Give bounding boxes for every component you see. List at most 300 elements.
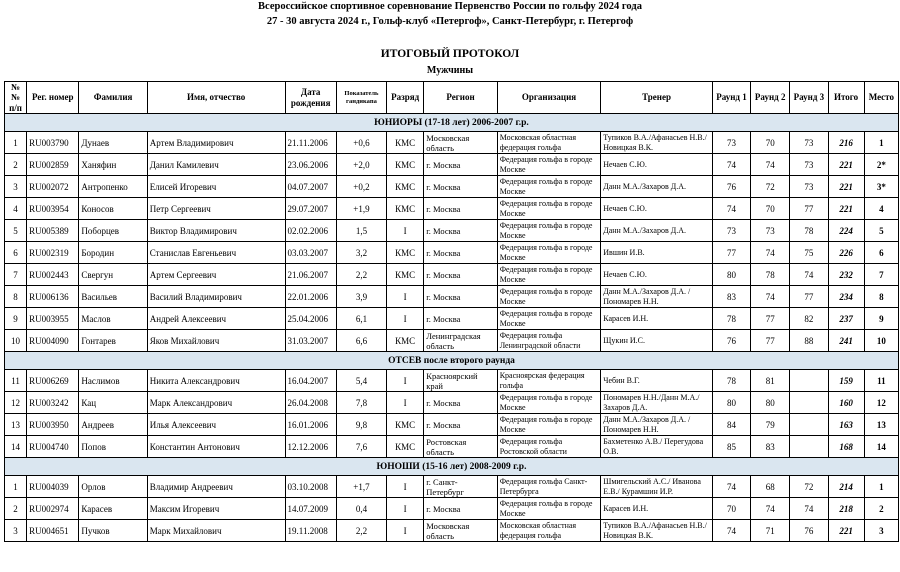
first-name-cell: Станислав Евгеньевич [147, 242, 285, 264]
last-name-cell: Наслимов [79, 370, 147, 392]
birth-date-cell: 19.11.2008 [285, 520, 336, 542]
first-name-cell: Елисей Игоревич [147, 176, 285, 198]
handicap-cell: 3,2 [336, 242, 386, 264]
place-cell: 6 [864, 242, 898, 264]
place-cell: 3 [864, 520, 898, 542]
region-cell: г. Москва [424, 264, 497, 286]
place-cell: 2 [864, 498, 898, 520]
reg-number-cell: RU002072 [27, 176, 79, 198]
row-number-cell: 1 [5, 132, 27, 154]
table-row [5, 286, 899, 308]
region-cell: г. Москва [424, 286, 497, 308]
organization-cell: Федерация гольфа Санкт-Петербурга [497, 476, 601, 498]
region-cell: Ростовская область [424, 436, 497, 458]
region-cell: г. Москва [424, 392, 497, 414]
category-title: Мужчины [426, 65, 474, 76]
round1-cell: 74 [712, 476, 750, 498]
last-name-cell: Андреев [79, 414, 147, 436]
protocol-title: ИТОГОВЫЙ ПРОТОКОЛ [380, 48, 520, 60]
round2-cell: 68 [751, 476, 790, 498]
table-row [5, 264, 899, 286]
reg-number-cell: RU003242 [27, 392, 79, 414]
round2-cell: 78 [751, 264, 790, 286]
region-cell: Московская область [424, 132, 497, 154]
reg-number-cell: RU004651 [27, 520, 79, 542]
first-name-cell: Константин Антонович [147, 436, 285, 458]
rank-cell: КМС [387, 264, 424, 286]
first-name-cell: Марк Михайлович [147, 520, 285, 542]
col-header-round1: Раунд 1 [712, 82, 750, 114]
col-header-coach: Тренер [601, 82, 713, 114]
reg-number-cell: RU004039 [27, 476, 79, 498]
place-cell: 5 [864, 220, 898, 242]
handicap-cell: 7,6 [336, 436, 386, 458]
coach-cell: Нечаев С.Ю. [601, 264, 713, 286]
birth-date-cell: 16.01.2006 [285, 414, 336, 436]
row-number-cell: 5 [5, 220, 27, 242]
table-row [5, 242, 899, 264]
row-number-cell: 11 [5, 370, 27, 392]
round3-cell: 74 [790, 498, 828, 520]
round2-cell: 74 [751, 242, 790, 264]
round3-cell [790, 414, 828, 436]
round1-cell: 70 [712, 498, 750, 520]
col-header-organization: Организация [497, 82, 601, 114]
rank-cell: КМС [387, 154, 424, 176]
place-cell: 7 [864, 264, 898, 286]
birth-date-cell: 29.07.2007 [285, 198, 336, 220]
reg-number-cell: RU003790 [27, 132, 79, 154]
birth-date-cell: 23.06.2006 [285, 154, 336, 176]
results-table [4, 81, 899, 542]
round2-cell: 70 [751, 132, 790, 154]
section-title: ЮНОШИ (15-16 лет) 2008-2009 г.р. [5, 458, 899, 476]
round3-cell: 73 [790, 154, 828, 176]
round3-cell: 73 [790, 132, 828, 154]
birth-date-cell: 21.06.2007 [285, 264, 336, 286]
first-name-cell: Андрей Алексеевич [147, 308, 285, 330]
handicap-cell: 0,4 [336, 498, 386, 520]
round1-cell: 73 [712, 220, 750, 242]
col-header-place: Место [864, 82, 898, 114]
total-cell: 168 [828, 436, 864, 458]
last-name-cell: Попов [79, 436, 147, 458]
row-number-cell: 1 [5, 476, 27, 498]
table-row [5, 330, 899, 352]
round3-cell: 77 [790, 286, 828, 308]
organization-cell: Красноярская федерация гольфа [497, 370, 601, 392]
first-name-cell: Никита Александрович [147, 370, 285, 392]
row-number-cell: 12 [5, 392, 27, 414]
total-cell: 232 [828, 264, 864, 286]
round3-cell [790, 436, 828, 458]
total-cell: 237 [828, 308, 864, 330]
last-name-cell: Пучков [79, 520, 147, 542]
organization-cell: Московская областная федерация гольфа [497, 520, 601, 542]
event-dates-venue: 27 - 30 августа 2024 г., Гольф-клуб «Петергоф», Санкт-Петербург, г. Петергоф [266, 16, 634, 27]
handicap-cell: 5,4 [336, 370, 386, 392]
coach-cell: Тупиков В.А./Афанасьев Н.В./Новицкая В.К. [601, 520, 713, 542]
section-header-row [5, 458, 899, 476]
last-name-cell: Дунаев [79, 132, 147, 154]
handicap-cell: +1,9 [336, 198, 386, 220]
table-row [5, 132, 899, 154]
birth-date-cell: 22.01.2006 [285, 286, 336, 308]
birth-date-cell: 12.12.2006 [285, 436, 336, 458]
place-cell: 14 [864, 436, 898, 458]
rank-cell: КМС [387, 132, 424, 154]
region-cell: г. Москва [424, 308, 497, 330]
coach-cell: Данн М.А./Захаров Д.А. [601, 220, 713, 242]
organization-cell: Федерация гольфа в городе Москве [497, 308, 601, 330]
region-cell: г. Москва [424, 242, 497, 264]
reg-number-cell: RU003955 [27, 308, 79, 330]
table-row [5, 370, 899, 392]
col-header-round3: Раунд 3 [790, 82, 828, 114]
round2-cell: 77 [751, 308, 790, 330]
coach-cell: Данн М.А./Захаров Д.А. /Пономарев Н.Н. [601, 414, 713, 436]
round2-cell: 73 [751, 220, 790, 242]
last-name-cell: Ханяфин [79, 154, 147, 176]
place-cell: 13 [864, 414, 898, 436]
handicap-cell: 6,1 [336, 308, 386, 330]
total-cell: 221 [828, 520, 864, 542]
coach-cell: Чебин В.Г. [601, 370, 713, 392]
handicap-cell: 9,8 [336, 414, 386, 436]
organization-cell: Московская областная федерация гольфа [497, 132, 601, 154]
col-header-first-name: Имя, отчество [147, 82, 285, 114]
organization-cell: Федерация гольфа в городе Москве [497, 154, 601, 176]
last-name-cell: Гонтарев [79, 330, 147, 352]
organization-cell: Федерация гольфа в городе Москве [497, 286, 601, 308]
total-cell: 218 [828, 498, 864, 520]
organization-cell: Федерация гольфа в городе Москве [497, 414, 601, 436]
birth-date-cell: 02.02.2006 [285, 220, 336, 242]
round1-cell: 76 [712, 176, 750, 198]
reg-number-cell: RU002859 [27, 154, 79, 176]
region-cell: г. Москва [424, 154, 497, 176]
round1-cell: 80 [712, 392, 750, 414]
round1-cell: 78 [712, 308, 750, 330]
row-number-cell: 14 [5, 436, 27, 458]
total-cell: 221 [828, 176, 864, 198]
reg-number-cell: RU003950 [27, 414, 79, 436]
table-body [5, 114, 899, 542]
round2-cell: 77 [751, 330, 790, 352]
section-header-row [5, 352, 899, 370]
birth-date-cell: 31.03.2007 [285, 330, 336, 352]
rank-cell: I [387, 370, 424, 392]
table-row [5, 308, 899, 330]
last-name-cell: Маслов [79, 308, 147, 330]
region-cell: г. Москва [424, 176, 497, 198]
col-header-rank: Разряд [387, 82, 424, 114]
birth-date-cell: 03.10.2008 [285, 476, 336, 498]
organization-cell: Федерация гольфа в городе Москве [497, 498, 601, 520]
place-cell: 11 [864, 370, 898, 392]
rank-cell: КМС [387, 414, 424, 436]
organization-cell: Федерация гольфа в городе Москве [497, 392, 601, 414]
rank-cell: КМС [387, 198, 424, 220]
col-header-num: №№ п/п [5, 82, 27, 114]
round2-cell: 80 [751, 392, 790, 414]
col-header-reg: Рег. номер [27, 82, 79, 114]
row-number-cell: 3 [5, 520, 27, 542]
place-cell: 2* [864, 154, 898, 176]
coach-cell: Шмигельский А.С./ Иванова Е.В./ Курамшин И.Р. [601, 476, 713, 498]
total-cell: 224 [828, 220, 864, 242]
coach-cell: Нечаев С.Ю. [601, 198, 713, 220]
round1-cell: 80 [712, 264, 750, 286]
first-name-cell: Артем Владимирович [147, 132, 285, 154]
place-cell: 10 [864, 330, 898, 352]
last-name-cell: Кац [79, 392, 147, 414]
total-cell: 221 [828, 198, 864, 220]
coach-cell: Ившин И.В. [601, 242, 713, 264]
round2-cell: 72 [751, 176, 790, 198]
rank-cell: I [387, 220, 424, 242]
organization-cell: Федерация гольфа в городе Москве [497, 264, 601, 286]
total-cell: 216 [828, 132, 864, 154]
reg-number-cell: RU006136 [27, 286, 79, 308]
organization-cell: Федерация гольфа в городе Москве [497, 176, 601, 198]
place-cell: 1 [864, 132, 898, 154]
row-number-cell: 7 [5, 264, 27, 286]
last-name-cell: Васильев [79, 286, 147, 308]
round2-cell: 74 [751, 498, 790, 520]
round1-cell: 73 [712, 132, 750, 154]
place-cell: 1 [864, 476, 898, 498]
coach-cell: Нечаев С.Ю. [601, 154, 713, 176]
organization-cell: Федерация гольфа в городе Москве [497, 220, 601, 242]
coach-cell: Карасев И.Н. [601, 498, 713, 520]
place-cell: 3* [864, 176, 898, 198]
total-cell: 163 [828, 414, 864, 436]
row-number-cell: 4 [5, 198, 27, 220]
table-row [5, 220, 899, 242]
handicap-cell: 2,2 [336, 264, 386, 286]
round1-cell: 78 [712, 370, 750, 392]
rank-cell: I [387, 286, 424, 308]
last-name-cell: Коносов [79, 198, 147, 220]
first-name-cell: Максим Игоревич [147, 498, 285, 520]
rank-cell: I [387, 520, 424, 542]
coach-cell: Тупиков В.А./Афанасьев Н.В./Новицкая В.К. [601, 132, 713, 154]
place-cell: 12 [864, 392, 898, 414]
birth-date-cell: 25.04.2006 [285, 308, 336, 330]
last-name-cell: Поборцев [79, 220, 147, 242]
col-header-region: Регион [424, 82, 497, 114]
handicap-cell: +1,7 [336, 476, 386, 498]
round1-cell: 77 [712, 242, 750, 264]
region-cell: г. Москва [424, 220, 497, 242]
reg-number-cell: RU002974 [27, 498, 79, 520]
rank-cell: I [387, 498, 424, 520]
reg-number-cell: RU002319 [27, 242, 79, 264]
organization-cell: Федерация гольфа Ростовской области [497, 436, 601, 458]
region-cell: г. Москва [424, 498, 497, 520]
table-row [5, 414, 899, 436]
round1-cell: 74 [712, 154, 750, 176]
col-header-handicap: Показатель гандикапа [336, 82, 386, 114]
round1-cell: 74 [712, 520, 750, 542]
first-name-cell: Марк Александрович [147, 392, 285, 414]
birth-date-cell: 03.03.2007 [285, 242, 336, 264]
round2-cell: 74 [751, 286, 790, 308]
last-name-cell: Орлов [79, 476, 147, 498]
row-number-cell: 6 [5, 242, 27, 264]
round1-cell: 83 [712, 286, 750, 308]
first-name-cell: Петр Сергеевич [147, 198, 285, 220]
coach-cell: Карасев И.Н. [601, 308, 713, 330]
last-name-cell: Карасев [79, 498, 147, 520]
row-number-cell: 2 [5, 498, 27, 520]
reg-number-cell: RU002443 [27, 264, 79, 286]
col-header-last-name: Фамилия [79, 82, 147, 114]
round3-cell: 88 [790, 330, 828, 352]
col-header-round2: Раунд 2 [751, 82, 790, 114]
reg-number-cell: RU005389 [27, 220, 79, 242]
birth-date-cell: 16.04.2007 [285, 370, 336, 392]
handicap-cell: +2,0 [336, 154, 386, 176]
first-name-cell: Владимир Андреевич [147, 476, 285, 498]
reg-number-cell: RU004740 [27, 436, 79, 458]
round3-cell: 74 [790, 264, 828, 286]
round3-cell [790, 370, 828, 392]
row-number-cell: 13 [5, 414, 27, 436]
row-number-cell: 8 [5, 286, 27, 308]
region-cell: Московская область [424, 520, 497, 542]
region-cell: Красноярский край [424, 370, 497, 392]
total-cell: 234 [828, 286, 864, 308]
total-cell: 214 [828, 476, 864, 498]
rank-cell: I [387, 308, 424, 330]
round2-cell: 83 [751, 436, 790, 458]
round3-cell: 82 [790, 308, 828, 330]
birth-date-cell: 21.11.2006 [285, 132, 336, 154]
region-cell: г. Санкт-Петербург [424, 476, 497, 498]
table-header-row [5, 82, 899, 114]
first-name-cell: Илья Алексеевич [147, 414, 285, 436]
total-cell: 221 [828, 154, 864, 176]
col-header-dob: Дата рождения [285, 82, 336, 114]
table-row [5, 176, 899, 198]
round1-cell: 85 [712, 436, 750, 458]
handicap-cell: 7,8 [336, 392, 386, 414]
round3-cell: 72 [790, 476, 828, 498]
last-name-cell: Антропенко [79, 176, 147, 198]
rank-cell: КМС [387, 176, 424, 198]
total-cell: 160 [828, 392, 864, 414]
row-number-cell: 10 [5, 330, 27, 352]
table-row [5, 520, 899, 542]
birth-date-cell: 26.04.2008 [285, 392, 336, 414]
rank-cell: КМС [387, 242, 424, 264]
first-name-cell: Артем Сергеевич [147, 264, 285, 286]
total-cell: 241 [828, 330, 864, 352]
first-name-cell: Данил Камилевич [147, 154, 285, 176]
handicap-cell: 2,2 [336, 520, 386, 542]
place-cell: 8 [864, 286, 898, 308]
coach-cell: Щукин И.С. [601, 330, 713, 352]
last-name-cell: Свергун [79, 264, 147, 286]
round3-cell: 73 [790, 176, 828, 198]
coach-cell: Пономарев Н.Н./Данн М.А./Захаров Д.А. [601, 392, 713, 414]
handicap-cell: +0,2 [336, 176, 386, 198]
total-cell: 159 [828, 370, 864, 392]
round3-cell [790, 392, 828, 414]
handicap-cell: +0,6 [336, 132, 386, 154]
rank-cell: КМС [387, 436, 424, 458]
table-row [5, 154, 899, 176]
section-title: ЮНИОРЫ (17-18 лет) 2006-2007 г.р. [5, 114, 899, 132]
first-name-cell: Василий Владимирович [147, 286, 285, 308]
first-name-cell: Яков Михайлович [147, 330, 285, 352]
organization-cell: Федерация гольфа Ленинградской области [497, 330, 601, 352]
rank-cell: КМС [387, 330, 424, 352]
region-cell: г. Москва [424, 198, 497, 220]
total-cell: 226 [828, 242, 864, 264]
row-number-cell: 3 [5, 176, 27, 198]
birth-date-cell: 04.07.2007 [285, 176, 336, 198]
last-name-cell: Бородин [79, 242, 147, 264]
rank-cell: I [387, 392, 424, 414]
round3-cell: 78 [790, 220, 828, 242]
rank-cell: I [387, 476, 424, 498]
coach-cell: Данн М.А./Захаров Д.А. /Пономарев Н.Н. [601, 286, 713, 308]
coach-cell: Бахметенко А.В./ Перегудова О.В. [601, 436, 713, 458]
round3-cell: 75 [790, 242, 828, 264]
region-cell: Ленинградская область [424, 330, 497, 352]
reg-number-cell: RU006269 [27, 370, 79, 392]
reg-number-cell: RU003954 [27, 198, 79, 220]
table-row [5, 436, 899, 458]
table-row [5, 392, 899, 414]
round1-cell: 76 [712, 330, 750, 352]
organization-cell: Федерация гольфа в городе Москве [497, 242, 601, 264]
round3-cell: 77 [790, 198, 828, 220]
reg-number-cell: RU004090 [27, 330, 79, 352]
round2-cell: 74 [751, 154, 790, 176]
row-number-cell: 9 [5, 308, 27, 330]
table-row [5, 476, 899, 498]
handicap-cell: 6,6 [336, 330, 386, 352]
organization-cell: Федерация гольфа в городе Москве [497, 198, 601, 220]
round2-cell: 71 [751, 520, 790, 542]
table-row [5, 498, 899, 520]
place-cell: 9 [864, 308, 898, 330]
section-header-row [5, 114, 899, 132]
place-cell: 4 [864, 198, 898, 220]
first-name-cell: Виктор Владимирович [147, 220, 285, 242]
round1-cell: 74 [712, 198, 750, 220]
round2-cell: 70 [751, 198, 790, 220]
section-title: ОТСЕВ после второго раунда [5, 352, 899, 370]
round3-cell: 76 [790, 520, 828, 542]
event-title: Всероссийское спортивное соревнование Первенство России по гольфу 2024 года [258, 1, 642, 12]
row-number-cell: 2 [5, 154, 27, 176]
round2-cell: 81 [751, 370, 790, 392]
coach-cell: Данн М.А./Захаров Д.А. [601, 176, 713, 198]
region-cell: г. Москва [424, 414, 497, 436]
handicap-cell: 1,5 [336, 220, 386, 242]
col-header-total: Итого [828, 82, 864, 114]
round1-cell: 84 [712, 414, 750, 436]
round2-cell: 79 [751, 414, 790, 436]
table-row [5, 198, 899, 220]
handicap-cell: 3,9 [336, 286, 386, 308]
birth-date-cell: 14.07.2009 [285, 498, 336, 520]
